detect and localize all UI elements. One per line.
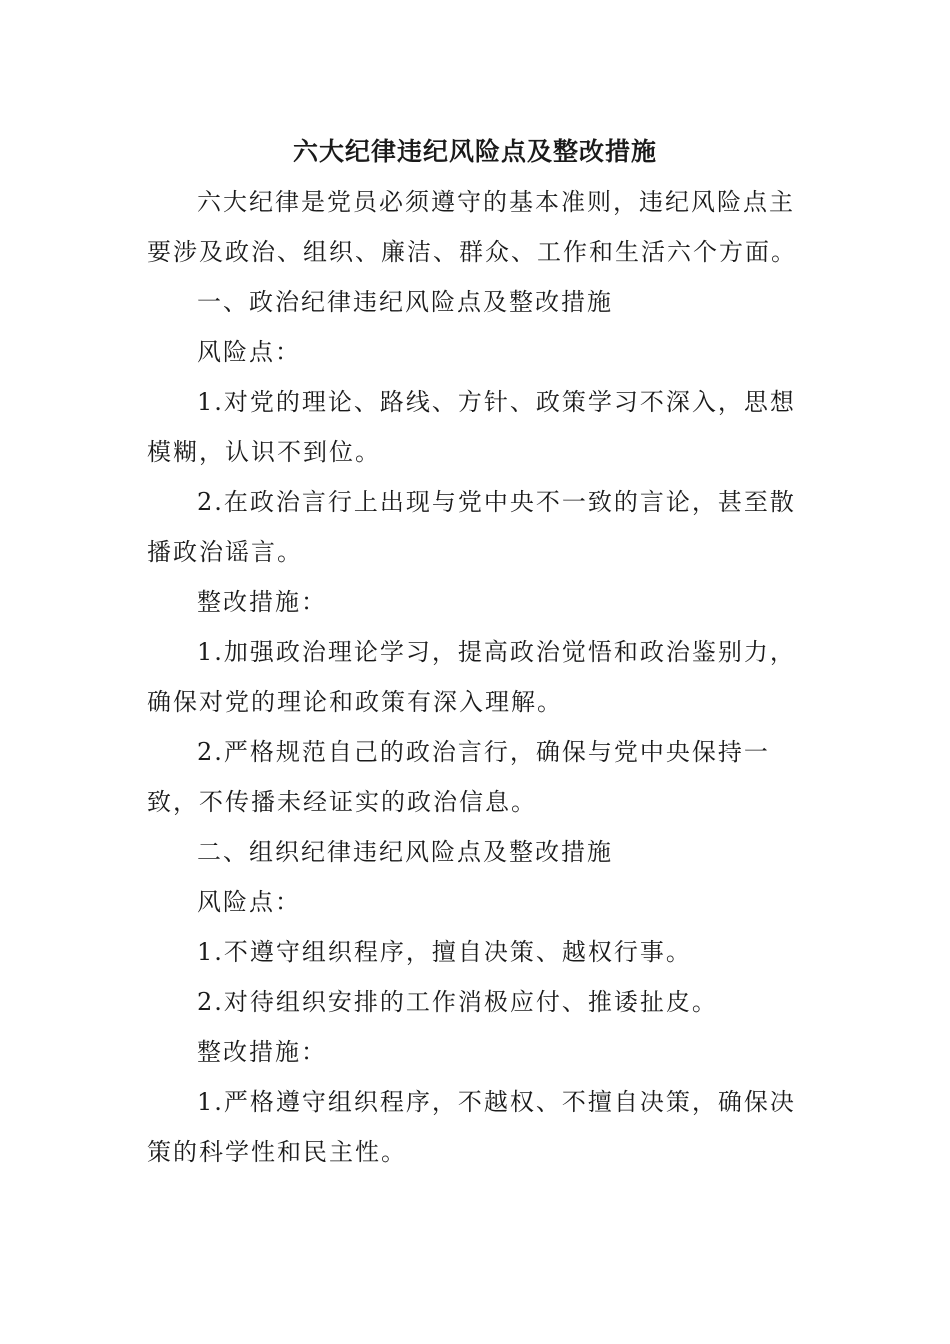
- list-item: 2.严格规范自己的政治言行，确保与党中央保持一致，不传播未经证实的政治信息。: [147, 738, 770, 816]
- risk-points-label: 风险点：: [197, 888, 301, 916]
- list-item: 1.加强政治理论学习，提高政治觉悟和政治鉴别力，确保对党的理论和政策有深入理解。: [147, 638, 796, 716]
- document-title: 六大纪律违纪风险点及整改措施: [292, 137, 657, 166]
- intro-paragraph: 六大纪律是党员必须遵守的基本准则，违纪风险点主要涉及政治、组织、廉洁、群众、工作和生活六个方面。: [147, 188, 797, 266]
- rectification-label: 整改措施：: [197, 588, 327, 616]
- rectification-label: 整改措施：: [197, 1038, 327, 1066]
- risk-points-label: 风险点：: [197, 338, 301, 366]
- list-item: 2.对待组织安排的工作消极应付、推诿扯皮。: [197, 988, 718, 1016]
- list-item: 1.严格遵守组织程序，不越权、不擅自决策，确保决策的科学性和民主性。: [147, 1088, 796, 1166]
- list-item: 1.不遵守组织程序，擅自决策、越权行事。: [197, 938, 692, 966]
- list-item: 1.对党的理论、路线、方针、政策学习不深入，思想模糊，认识不到位。: [147, 388, 796, 466]
- section-heading-organizational: 二、组织纪律违纪风险点及整改措施: [197, 838, 613, 866]
- list-item: 2.在政治言行上出现与党中央不一致的言论，甚至散播政治谣言。: [147, 488, 796, 566]
- section-heading-political: 一、政治纪律违纪风险点及整改措施: [197, 288, 613, 316]
- document-body: [147, 177, 807, 1177]
